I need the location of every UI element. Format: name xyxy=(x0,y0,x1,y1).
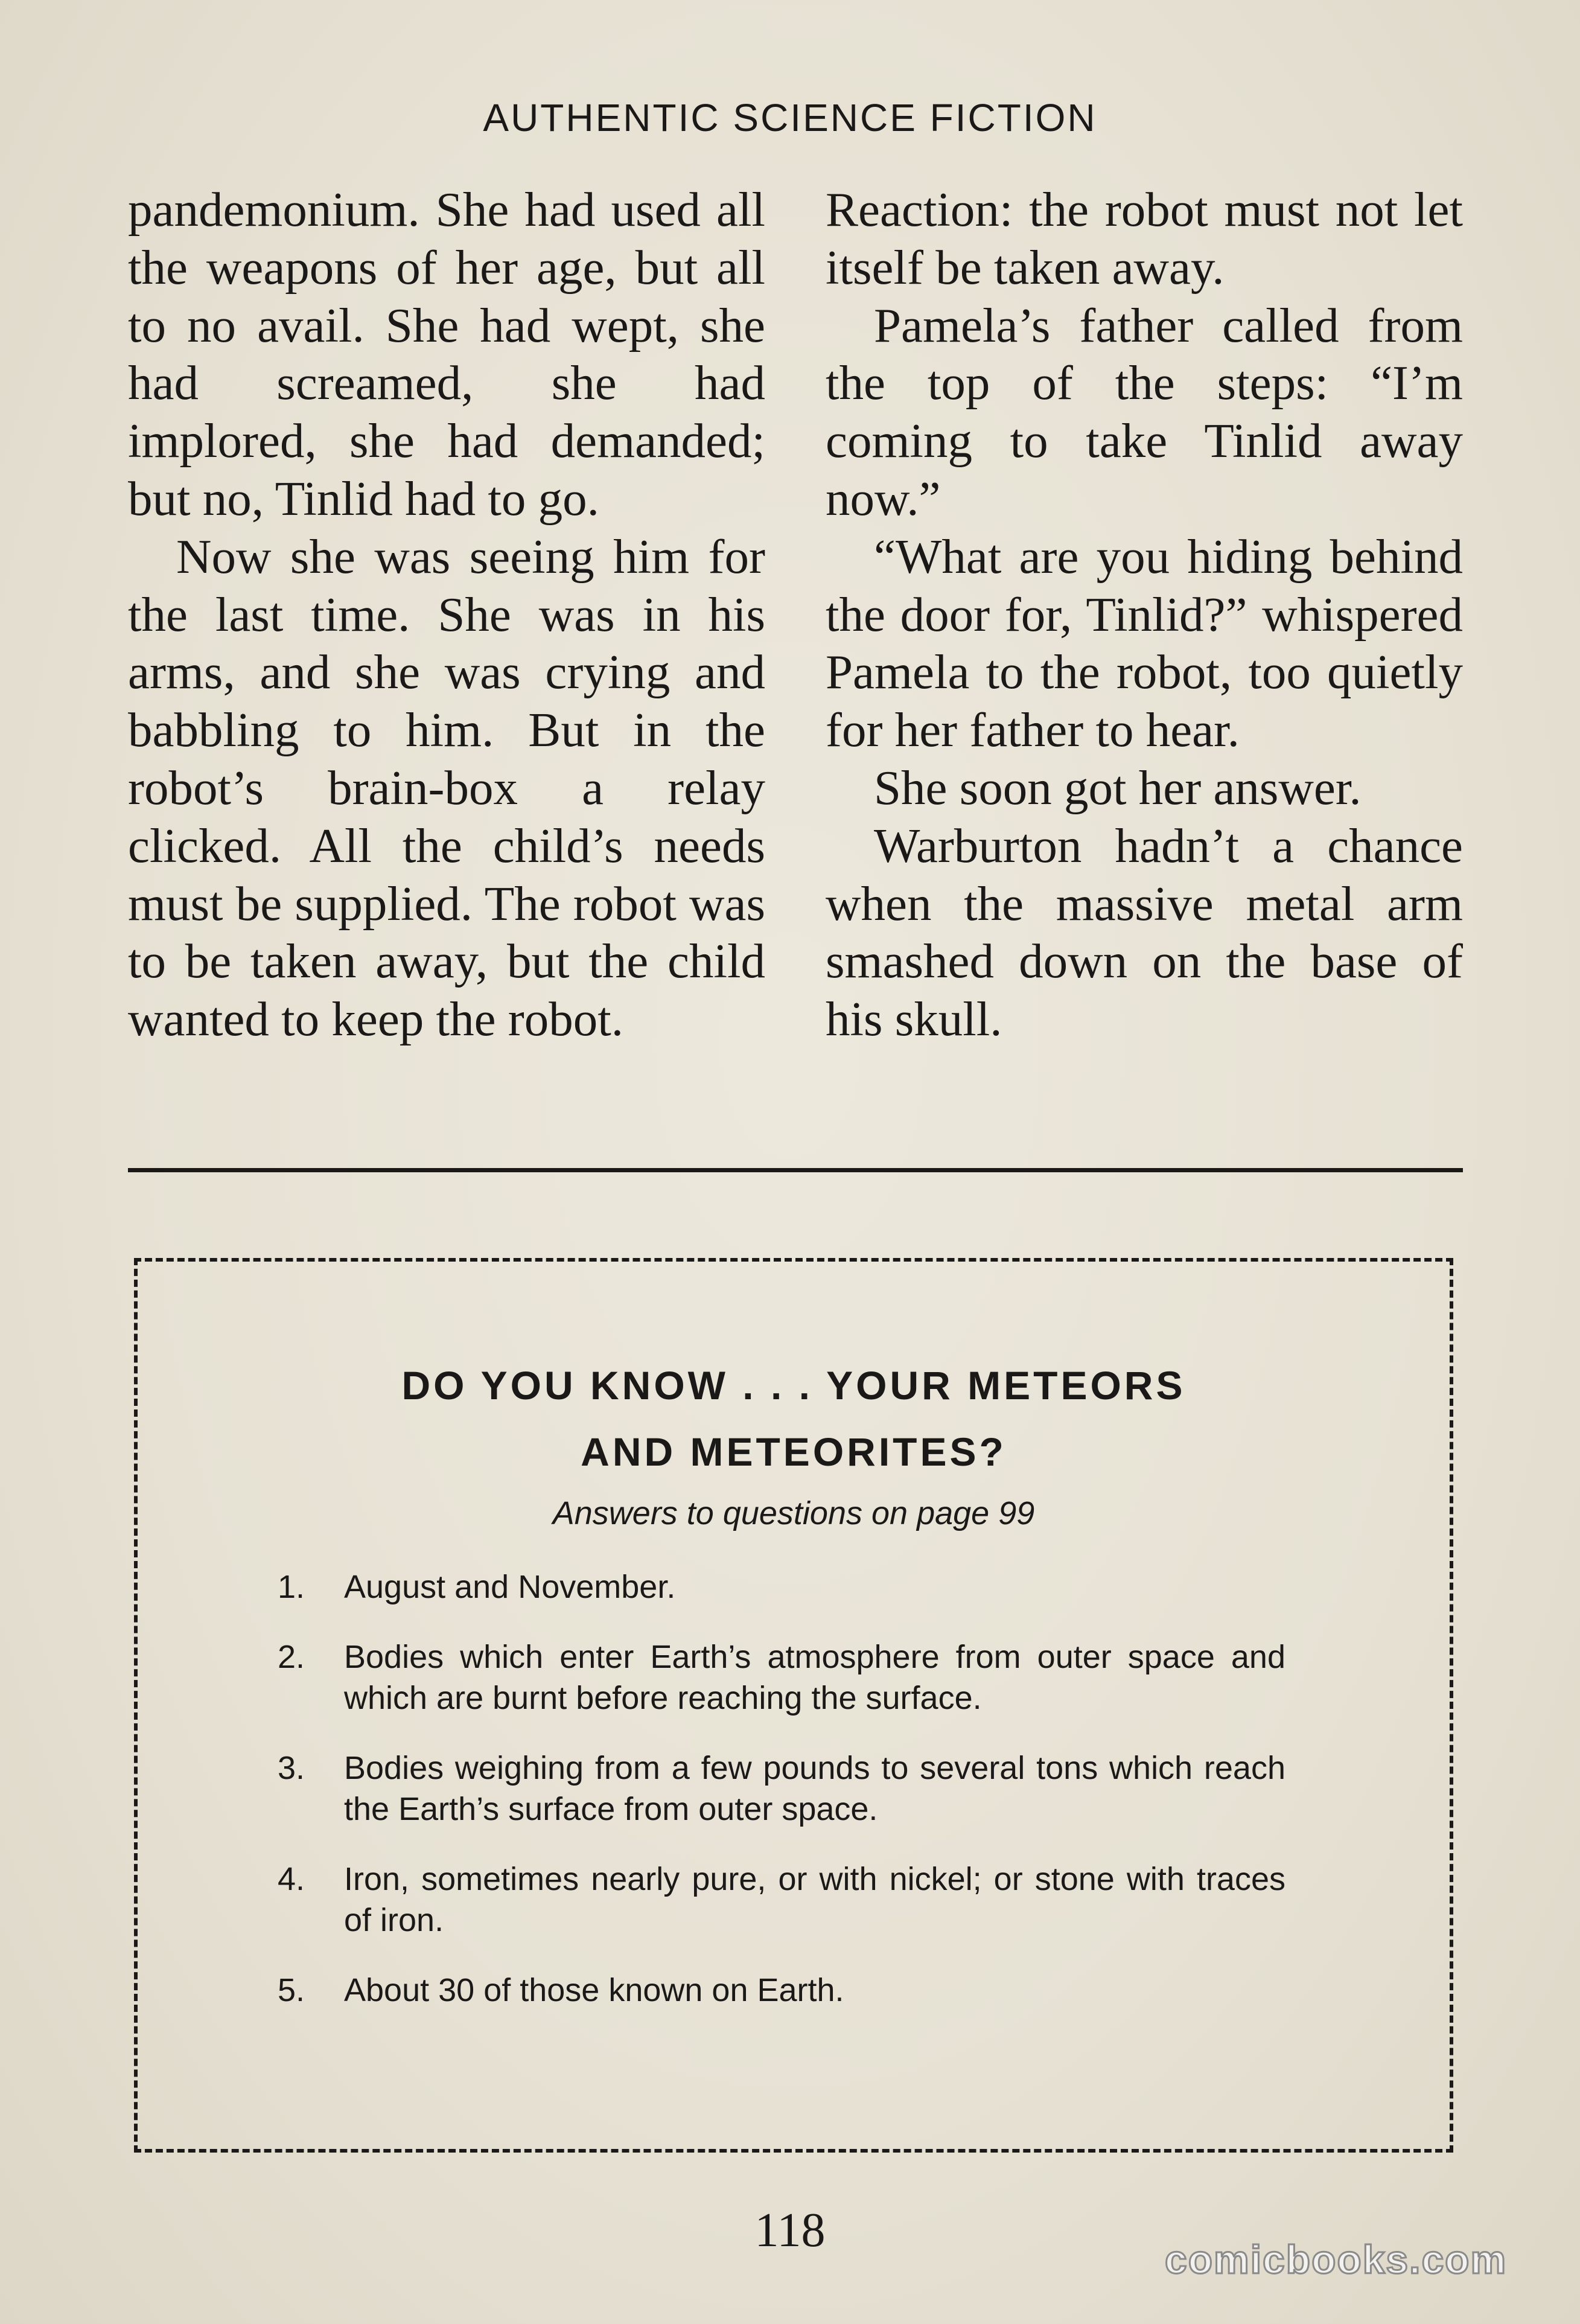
answer-number: 1. xyxy=(278,1569,305,1605)
answer-item xyxy=(278,1636,1285,1719)
quiz-subtitle: Answers to questions on page 99 xyxy=(552,1495,1035,1531)
story-paragraph: pandemonium. She had used all the weapons of her age, but all to no avail. She had wept, she had screamed, she had implored, she had demanded; but no, Tinlid had to go. xyxy=(128,182,765,526)
answer-text: About 30 of those known on Earth. xyxy=(344,1972,844,2008)
story-paragraph: She soon got her answer. xyxy=(874,760,1362,815)
story-paragraph: Warburton hadn’t a chance when the massive metal arm smashed down on the base of his skull. xyxy=(826,818,1463,1047)
answer-list xyxy=(278,1566,1285,2040)
section-divider xyxy=(128,1168,1463,1172)
story-paragraph: “What are you hiding behind the door for, Tinlid?” whispered Pamela to the robot, too quietly for her father to hear. xyxy=(826,529,1463,758)
story-column-left xyxy=(128,181,765,1049)
answer-number: 5. xyxy=(278,1972,305,2008)
quiz-title xyxy=(138,1352,1450,1485)
answer-text: August and November. xyxy=(344,1569,676,1605)
answer-number: 4. xyxy=(278,1861,305,1897)
answer-item xyxy=(278,1859,1285,1941)
answer-number: 2. xyxy=(278,1639,305,1675)
quiz-title-line-1: DO YOU KNOW . . . YOUR METEORS xyxy=(401,1363,1186,1408)
page-number: 118 xyxy=(754,2204,826,2257)
story-paragraph: Now she was seeing him for the last time. She was in his arms, and she was crying and babbling to him. But in the robot’s brain-box a relay clicked. All the child’s needs must be supplied. The robot was to be taken away, but the child wanted to keep the robot. xyxy=(128,529,765,1047)
answer-item xyxy=(278,1970,1285,2011)
watermark-logo: comicbooks.com xyxy=(1165,2237,1508,2282)
story-column-right xyxy=(826,181,1463,1049)
quiz-title-line-2: AND METEORITES? xyxy=(581,1429,1007,1474)
answer-item xyxy=(278,1566,1285,1607)
running-head: AUTHENTIC SCIENCE FICTION xyxy=(483,96,1097,139)
story-paragraph: Pamela’s father called from the top of the steps: “I’m coming to take Tinlid away now.” xyxy=(826,298,1463,526)
story-paragraph: Reaction: the robot must not let itself be taken away. xyxy=(826,182,1463,295)
answer-text: Bodies weighing from a few pounds to several tons which reach the Earth’s surface from outer space. xyxy=(344,1750,1285,1827)
answer-item xyxy=(278,1748,1285,1830)
answer-text: Bodies which enter Earth’s atmosphere from outer space and which are burnt before reaching the surface. xyxy=(344,1639,1285,1716)
answer-text: Iron, sometimes nearly pure, or with nickel; or stone with traces of iron. xyxy=(344,1861,1285,1938)
answer-number: 3. xyxy=(278,1750,305,1786)
quiz-answers-box xyxy=(134,1258,1453,2153)
